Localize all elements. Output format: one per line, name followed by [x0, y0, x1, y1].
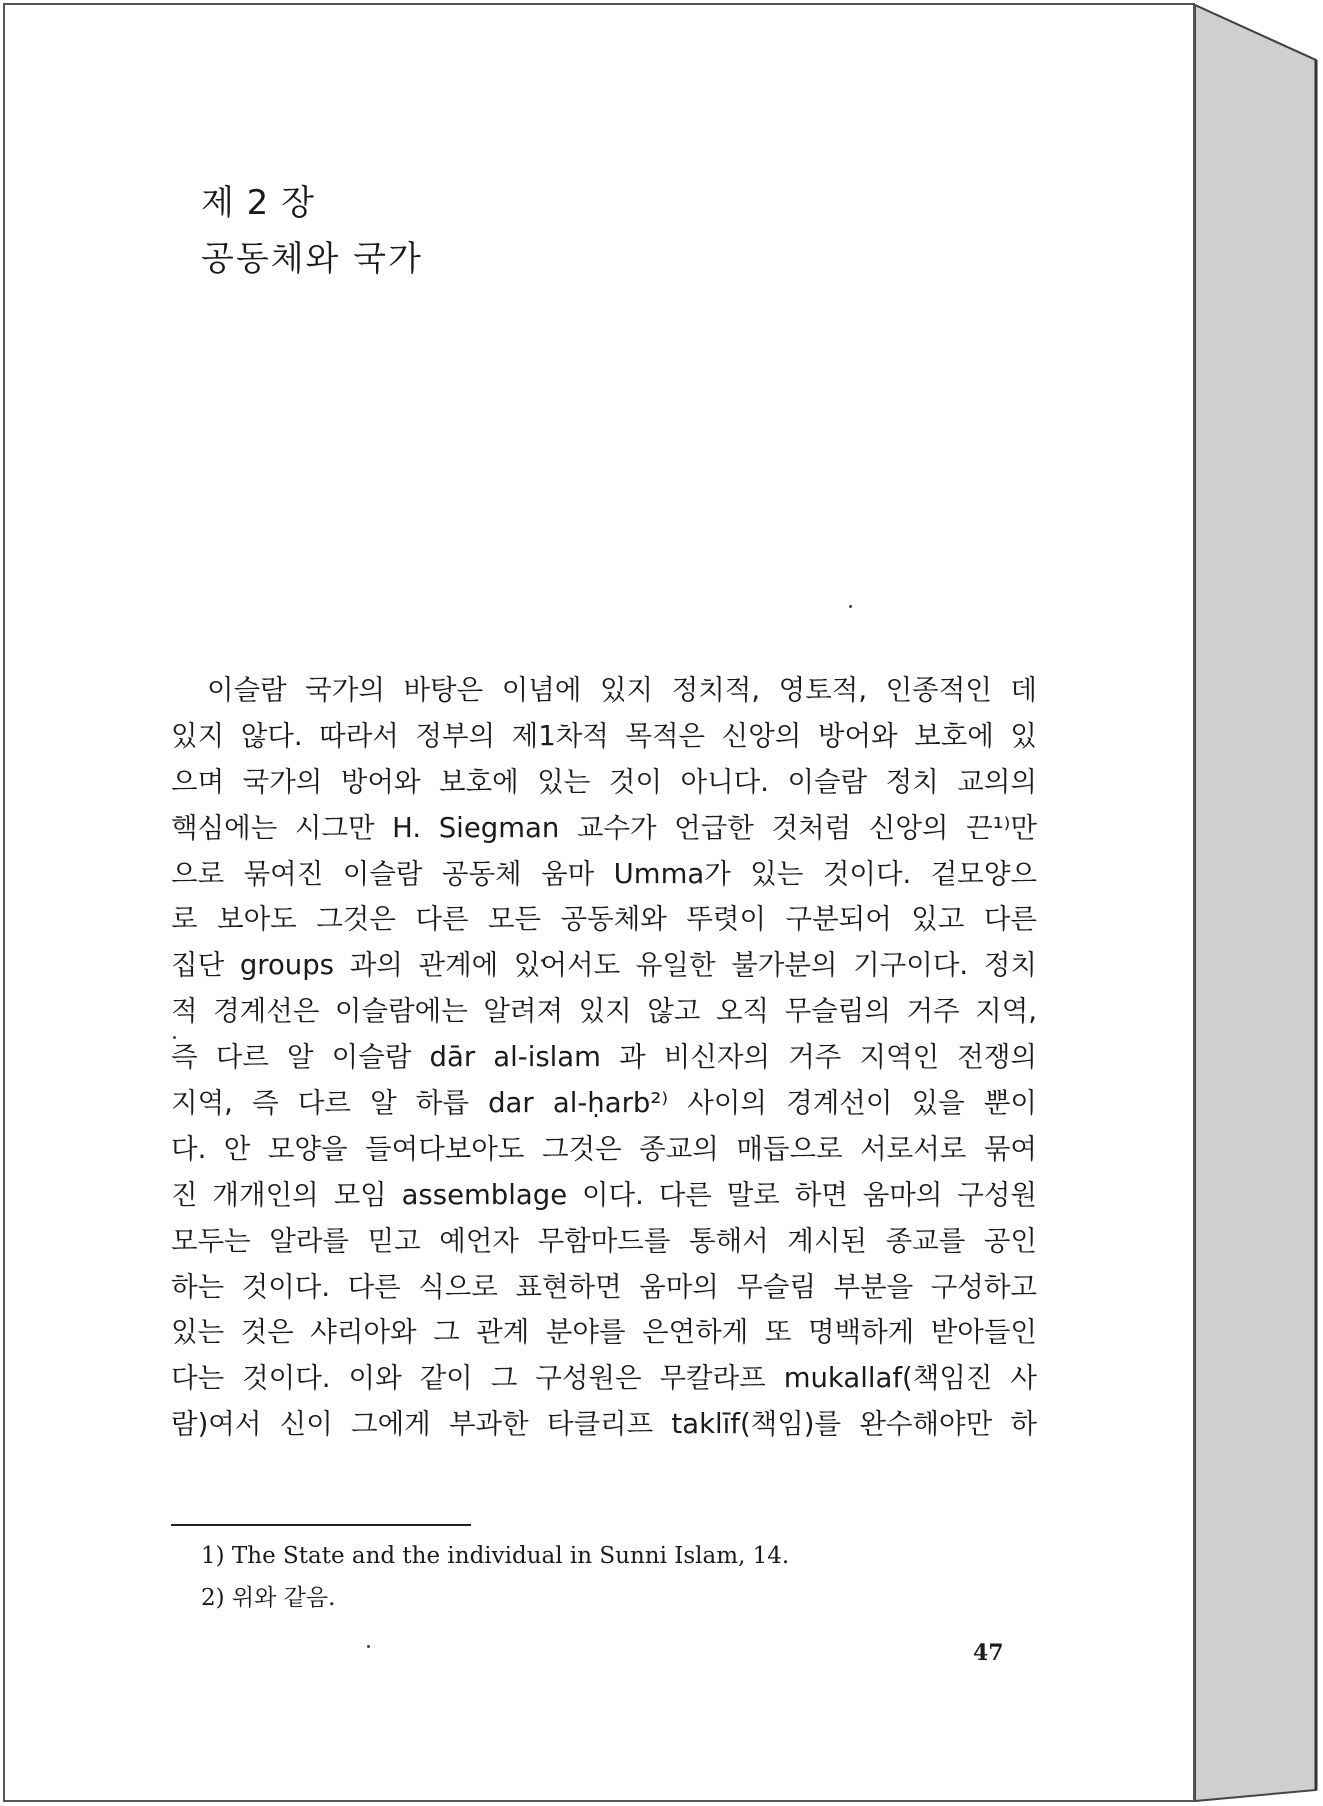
text-line: 으로 묶여진 이슬람 공동체 움마 Umma가 있는 것이다. 겉모양으: [171, 857, 1037, 890]
text-line: 적 경계선은 이슬람에는 알려져 있지 않고 오직 무슬림의 거주 지역,: [171, 995, 1037, 1028]
text-line: 이슬람 국가의 바탕은 이념에 있지 정치적, 영토적, 인종적인 데: [207, 674, 1037, 706]
text-line: 있는 것은 샤리아와 그 관계 분야를 은연하게 또 명백하게 받아들인: [171, 1316, 1037, 1349]
text-line: 으며 국가의 방어와 보호에 있는 것이 아니다. 이슬람 정치 교의의: [171, 765, 1037, 798]
text-line: 다. 안 모양을 들여다보아도 그것은 종교의 매듭으로 서로서로 묶여: [171, 1132, 1037, 1165]
text-line: 집단 groups 과의 관계에 있어서도 유일한 불가분의 기구이다. 정치: [171, 949, 1037, 982]
footnote-divider: [171, 1524, 471, 1526]
body-paragraph: [171, 668, 1037, 1448]
text-line: 다는 것이다. 이와 같이 그 구성원은 무칼라프 mukallaf(책임진 사: [171, 1362, 1037, 1395]
text-line: 핵심에는 시그만 H. Siegman 교수가 언급한 것처럼 신앙의 끈¹⁾만: [171, 811, 1037, 844]
text-line: 람)여서 신이 그에게 부과한 타클리프 taklīf(책임)를 완수해야만 하: [171, 1408, 1037, 1441]
footnote-2: 2) 위와 같음.: [201, 1585, 336, 1611]
text-line: 있지 않다. 따라서 정부의 제1차적 목적은 신앙의 방어와 보호에 있: [171, 719, 1037, 752]
text-line: 즉 다르 알 이슬람 dār al-islam 과 비신자의 거주 지역인 전쟁의: [171, 1041, 1037, 1074]
text-line: 로 보아도 그것은 다른 모든 공동체와 뚜렷이 구분되어 있고 다른: [171, 903, 1037, 936]
text-line: 지역, 즉 다르 알 하릅 dar al-ḥarb²⁾ 사이의 경계선이 있을 뿐이: [171, 1087, 1037, 1120]
footnotes: [201, 1535, 789, 1619]
text-line: 모두는 알라를 믿고 예언자 무함마드를 통해서 계시된 종교를 공인: [171, 1224, 1037, 1257]
print-speck: [367, 1645, 370, 1648]
book-page: [3, 3, 1195, 1802]
chapter-title: 공동체와 국가: [201, 239, 423, 279]
page-number: 47: [973, 1640, 1004, 1666]
text-line: 하는 것이다. 다른 식으로 표현하면 움마의 무슬림 부분을 구성하고: [171, 1270, 1037, 1303]
print-speck: [849, 605, 852, 608]
footnote-1: 1) The State and the individual in Sunni Islam, 14.: [201, 1543, 790, 1569]
text-line: 진 개개인의 모임 assemblage 이다. 다른 말로 하면 움마의 구성원: [171, 1178, 1037, 1211]
chapter-number: 제 2 장: [201, 183, 315, 223]
